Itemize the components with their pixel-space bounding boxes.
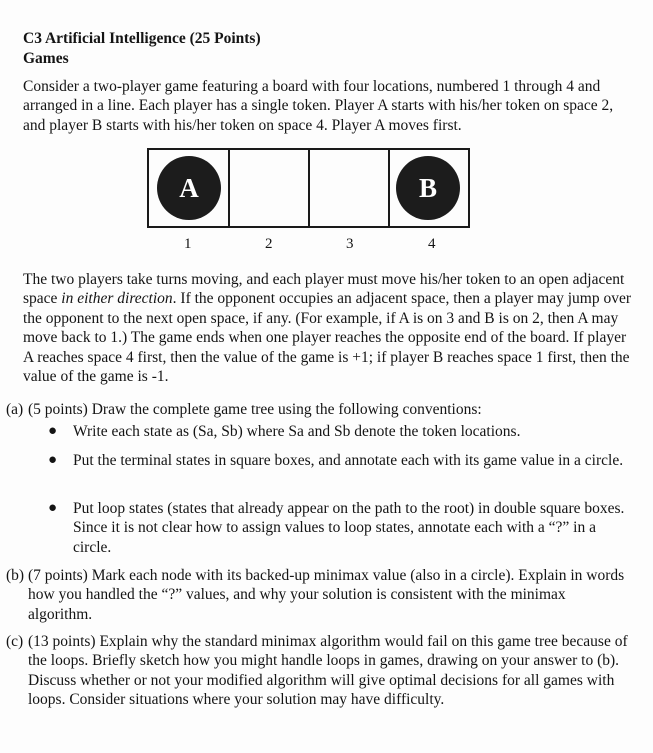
board-space-4 [388,148,470,228]
bullet-icon: ● [48,452,58,468]
section-subtitle: Games [23,50,69,67]
space-label-1: 1 [184,236,192,252]
board-space-3 [308,148,390,228]
bullet-icon: ● [48,423,58,439]
bullet-text: Put the terminal states in square boxes, and annotate each with its game value in a circle. [73,452,624,469]
token-a: A [157,156,221,220]
game-board [147,148,470,230]
board-space-1 [147,148,230,228]
rules-paragraph [23,270,635,386]
section-heading [23,29,261,69]
rules-emphasis: in either direction [61,290,173,308]
question-c-label: (c) [6,633,24,650]
space-label-2: 2 [265,236,273,252]
question-a-text: (5 points) Draw the complete game tree using the following conventions: [28,401,482,418]
rules-text-1: The two players take turns moving, and each player must move his/her token to an open adjacent space [23,271,625,308]
question-b-label: (b) [6,567,25,584]
question-c-text: (13 points) Explain why the standard minimax algorithm would fail on this game tree because of the loops. Briefly sketch how you might handle loops in games, drawing on your answer to (b). Discuss whether or not your modified algorithm will give optimal decisions for all games with loops. Consider situations where your solution may have difficulty. [28,633,628,709]
section-title: C3 Artificial Intelligence (25 Points) [23,30,261,47]
bullet-icon: ● [48,500,58,516]
bullet-text: Write each state as (Sa, Sb) where Sa and Sb denote the token locations. [73,423,521,440]
board-space-2 [228,148,310,228]
space-label-3: 3 [346,236,354,252]
intro-paragraph: Consider a two-player game featuring a board with four locations, numbered 1 through 4 and arranged in a line. Each player has a single token. Player A starts with his/her token on space 2, and player B starts with his/her token on space 4. Player A moves first. [23,78,614,134]
bullet-text: Put loop states (states that already appear on the path to the root) in double square boxes. Since it is not clear how to assign values to loop states, annotate each with a “?” in a circle. [73,500,625,556]
space-label-4: 4 [428,236,436,252]
question-a-label: (a) [6,401,24,418]
rules-text-2: . If the opponent occupies an adjacent space, then a player may jump over the opponent to the next open space, if any. (For example, if A is on 3 and B is on 2, then A may move back to 1.) The game ends when one player reaches the opposite end of the board. If player A reaches space 4 first, then the value of the game is +1; if player B reaches space 1 first, then the value of the game is -1. [23,290,632,386]
question-b-text: (7 points) Mark each node with its backed-up minimax value (also in a circle). Explain in words how you handled the “?” values, and why your solution is consistent with the minimax algorithm. [28,567,625,623]
token-b: B [396,156,460,220]
